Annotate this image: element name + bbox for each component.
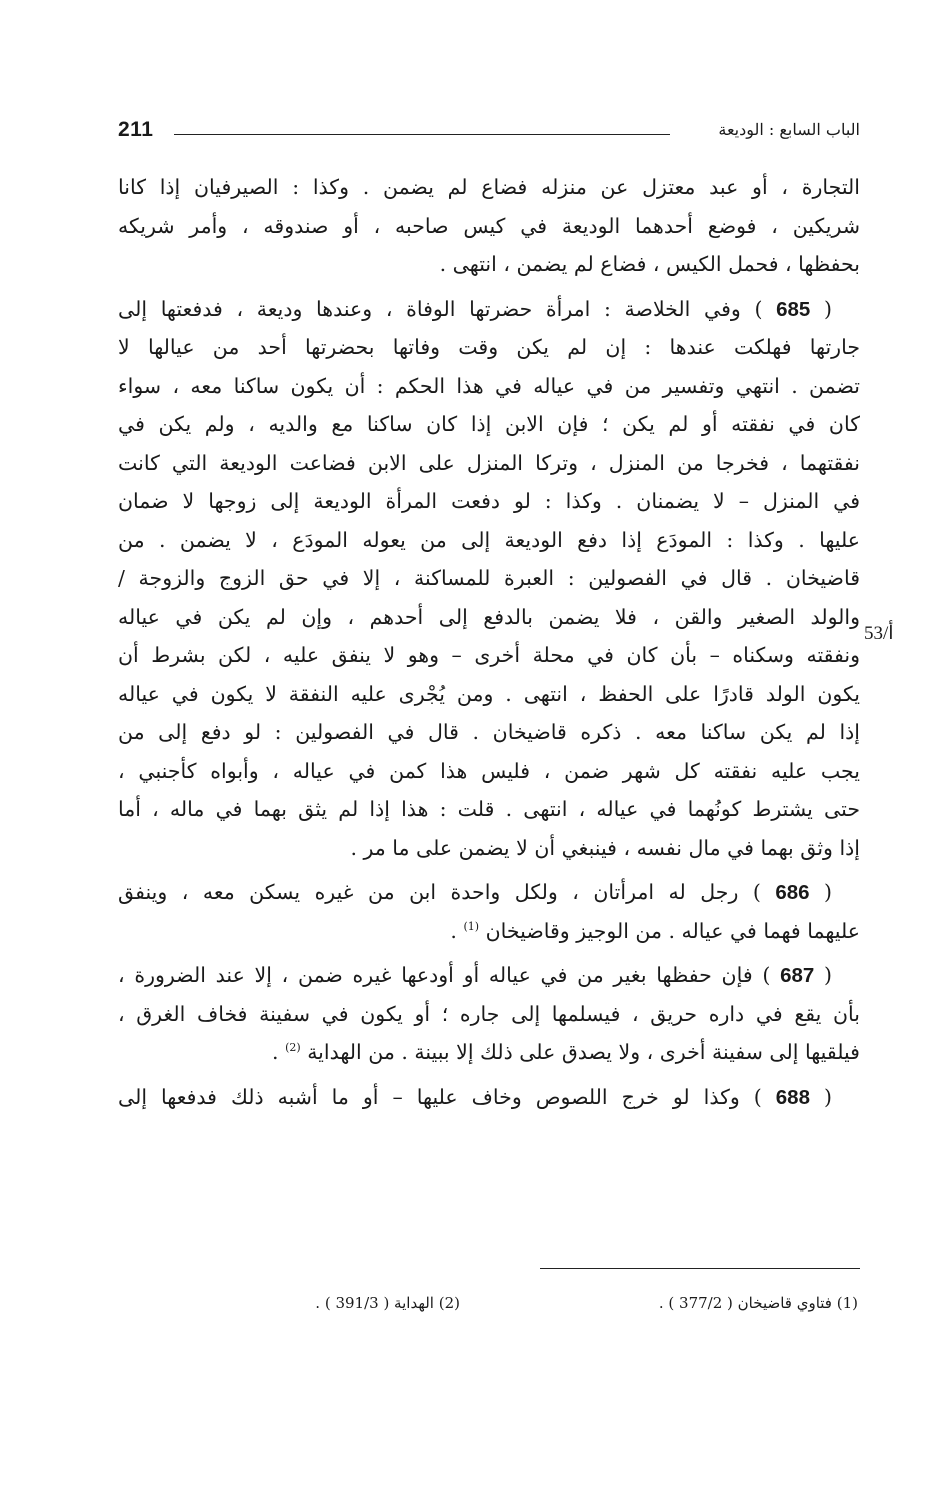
text-line <box>118 675 860 714</box>
line-text: وكذا لو خرج اللصوص وخاف عليها – أو ما أشبه ذلك فدفعها إلى <box>118 1084 740 1109</box>
paragraph <box>118 956 860 1072</box>
line-text: تضمن . انتهي وتفسير من في عياله في هذا الحكم : أن يكون ساكنا معه ، سواء <box>118 373 860 398</box>
text-line <box>118 636 860 675</box>
footnote-rule <box>540 1268 860 1269</box>
line-text: نفقتهما ، فخرجا من المنزل ، وتركا المنزل على الابن فضاعت الوديعة التي كانت <box>118 450 860 475</box>
text-line <box>118 168 860 207</box>
text-line <box>118 713 860 752</box>
text-line <box>118 328 860 367</box>
line-text: عليهما فهما في عياله . من الوجيز وقاضيخان <box>485 918 860 943</box>
line-text: يكون الولد قادرًا على الحفظ ، انتهى . ومن يُجْرى عليه النفقة لا يكون في عياله <box>118 681 860 706</box>
text-line <box>118 598 860 637</box>
item-number: 685 <box>776 297 811 321</box>
running-title: الباب السابع : الوديعة <box>718 120 860 139</box>
text-line <box>118 829 860 868</box>
line-text: شريكين ، فوضع أحدهما الوديعة في كيس صاحبه ، أو صندوقه ، وأمر شريكه <box>118 213 860 238</box>
margin-folio-note: 53/أ <box>864 623 894 644</box>
text-line <box>118 790 860 829</box>
text-line <box>118 207 860 246</box>
text-line: ( 685 ) وفي الخلاصة : امرأة حضرتها الوفاة ، وعندها وديعة ، فدفعتها إلى <box>118 296 833 321</box>
line-text: جارتها فهلكت عندها : إن لم يكن وقت وفاتها بحضرتها أحد من عيالها لا <box>118 335 860 359</box>
text-line <box>118 405 860 444</box>
text-line: ( 687 ) فإن حفظها بغير من في عياله أو أودعها غيره ضمن ، إلا عند الضرورة ، <box>118 963 832 987</box>
text-line: ( 688 ) وكذا لو خرج اللصوص وخاف عليها – أو ما أشبه ذلك فدفعها إلى <box>118 1084 832 1109</box>
text-line <box>118 752 860 791</box>
line-text: بأن يقع في داره حريق ، فيسلمها إلى جاره ؛ أو يكون في سفينة فخاف الغرق ، <box>118 1001 860 1026</box>
paragraph <box>118 1078 860 1117</box>
line-text: في المنزل – لا يضمنان . وكذا : لو دفعت المرأة الوديعة إلى زوجها لا ضمان <box>118 489 860 513</box>
line-text: بحفظها ، فحمل الكيس ، فضاع لم يضمن ، انتهى . <box>439 252 860 276</box>
footnote-reference[interactable]: (2) <box>285 1041 301 1055</box>
paragraph <box>118 290 860 868</box>
text-line <box>118 444 860 483</box>
line-text: حتى يشترط كونُهما في عياله ، انتهى . قلت : هذا إذا لم يثق بهما في ماله ، أما <box>118 797 860 821</box>
footnote-1: (1) فتاوي قاضيخان ( 377/2 ) . <box>658 1294 858 1312</box>
line-text: إذا لم يكن ساكنا معه . ذكره قاضيخان . قال في الفصولين : لو دفع إلى من <box>118 720 860 744</box>
paragraph <box>118 873 860 950</box>
line-text: يجب عليه نفقته كل شهر ضمن ، فليس هذا كمن في عياله ، وأبواه كأجنبي ، <box>118 758 860 783</box>
text-line <box>118 1033 860 1072</box>
item-number: 688 <box>775 1085 810 1109</box>
line-text: إذا وثق بهما في مال نفسه ، فينبغي أن لا يضمن على ما مر . <box>350 835 860 860</box>
text-line <box>118 245 860 284</box>
text-line <box>118 482 860 521</box>
item-number: 686 <box>775 881 810 904</box>
text-line <box>118 912 860 951</box>
line-text: عليها . وكذا : المودَع إذا دفع الوديعة إلى من يعوله المودَع ، لا يضمن . من <box>118 527 860 552</box>
line-text: فإن حفظها بغير من في عياله أو أودعها غيره ضمن ، إلا عند الضرورة ، <box>118 963 753 987</box>
line-text: رجل له امرأتان ، ولكل واحدة ابن من غيره يسكن معه ، وينفق <box>118 880 739 904</box>
item-number: 687 <box>780 964 815 987</box>
line-text: قاضيخان . قال في الفصولين : العبرة للمساكنة ، إلا في حق الزوج والزوجة / <box>118 566 860 590</box>
body-text <box>118 168 860 1122</box>
text-line: ( 686 ) رجل له امرأتان ، ولكل واحدة ابن من غيره يسكن معه ، وينفق <box>118 880 833 904</box>
line-text: فيلقيها إلى سفينة أخرى ، ولا يصدق على ذلك إلا ببينة . من الهداية <box>307 1040 860 1064</box>
text-line <box>118 559 860 598</box>
line-text: وفي الخلاصة : امرأة حضرتها الوفاة ، وعندها وديعة ، فدفعتها إلى <box>118 296 741 321</box>
text-line <box>118 367 860 406</box>
line-text: والولد الصغير والقن ، فلا يضمن بالدفع إلى أحدهم ، وإن لم يكن في عياله <box>118 604 860 629</box>
line-text: ونفقته وسكناه – بأن كان في محلة أخرى – وهو لا ينفق عليه ، لكن بشرط أن <box>118 643 860 667</box>
page-number: 211 <box>118 118 154 141</box>
line-end-punctuation: . <box>272 1040 279 1064</box>
line-end-punctuation: . <box>450 918 457 943</box>
text-line <box>118 995 860 1034</box>
paragraph <box>118 168 860 284</box>
footnote-2: (2) الهداية ( 391/3 ) . <box>315 1294 460 1312</box>
line-text: كان في نفقته أو لم يكن ؛ فإن الابن إذا كان ساكنا مع والديه ، ولم يكن في <box>118 412 860 436</box>
footnote-reference[interactable]: (1) <box>463 919 480 933</box>
text-line <box>118 521 860 560</box>
line-text: التجارة ، أو عبد معتزل عن منزله فضاع لم يضمن . وكذا : الصيرفيان إذا كانا <box>118 175 860 199</box>
header-rule <box>174 134 670 135</box>
page-header <box>118 112 860 152</box>
